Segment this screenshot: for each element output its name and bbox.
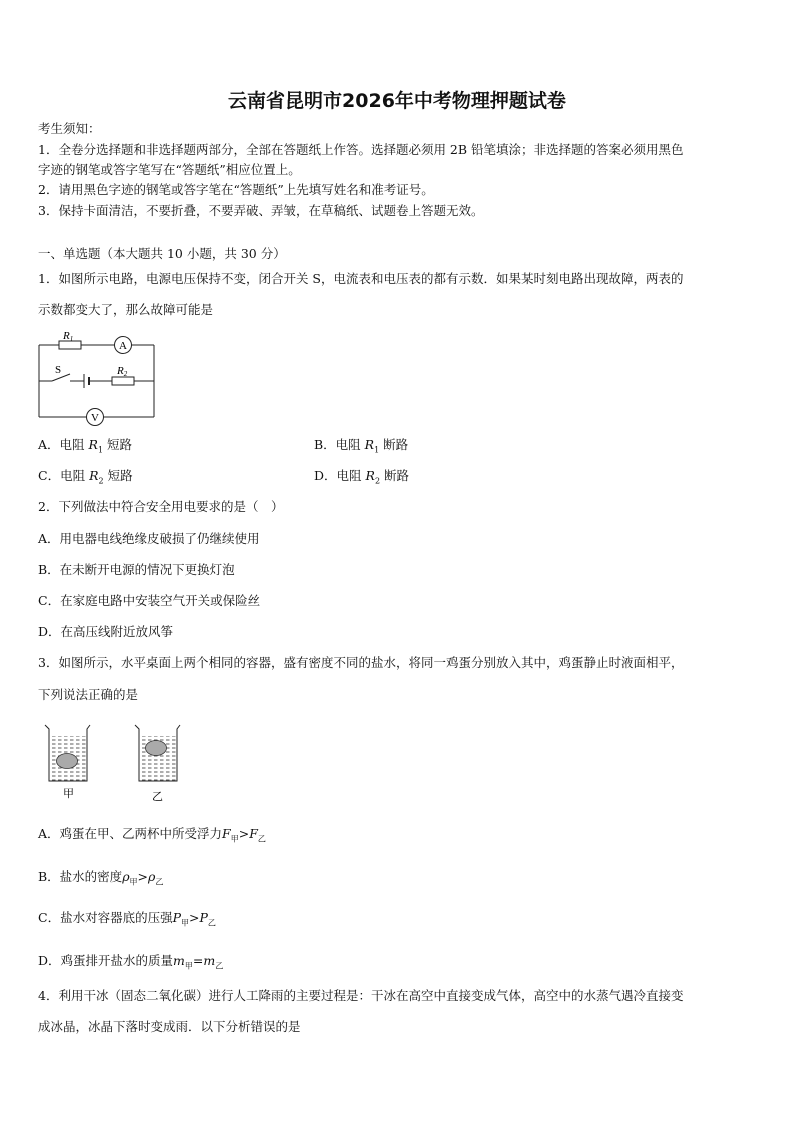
q3-option-c: C．盐水对容器底的压强$P_甲>P_乙$ (38, 910, 216, 928)
beaker-label-yi: 乙 (152, 791, 163, 803)
question-1-stem: 1．如图所示电路，电源电压保持不变，闭合开关 S，电流表和电压表的都有示数．如果某时刻电路出现故障，两表的 (38, 271, 684, 286)
notice-heading: 考生须知： (38, 121, 101, 136)
question-4-stem-cont: 成冰晶，冰晶下落时变成雨．以下分析错误的是 (38, 1019, 301, 1034)
q1-option-b: B．电阻 $R_1$ 断路 (314, 437, 409, 455)
question-3-stem-cont: 下列说法正确的是 (38, 687, 139, 702)
notice-item: 2．请用黑色字迹的钢笔或答字笔在“答题纸”上先填写姓名和准考证号。 (38, 182, 434, 197)
r1-label: R1 (63, 330, 74, 343)
q2-option-b: B．在未断开电源的情况下更换灯泡 (38, 562, 235, 577)
q1-option-c: C．电阻 $R_2$ 短路 (38, 468, 133, 486)
q2-option-a: A．用电器电线绝缘皮破损了仍继续使用 (38, 531, 260, 546)
r2-label: R2 (117, 365, 128, 378)
q3-option-d: D．鸡蛋排开盐水的质量$m_甲=m_乙$ (38, 953, 224, 971)
beaker-label-jia: 甲 (63, 788, 74, 800)
section-heading: 一、单选题（本大题共 10 小题，共 30 分） (38, 246, 286, 261)
question-4-stem: 4．利用干冰（固态二氧化碳）进行人工降雨的主要过程是：干冰在高空中直接变成气体，高空中的水蒸气遇冷直接变 (38, 988, 684, 1003)
notice-item: 字迹的钢笔或答字笔写在“答题纸”相应位置上。 (38, 162, 301, 177)
q2-option-d: D．在高压线附近放风筝 (38, 624, 174, 639)
q1-option-d: D．电阻 $R_2$ 断路 (314, 468, 410, 486)
page-title: 云南省昆明市2026年中考物理押题试卷 (228, 90, 566, 112)
question-3-stem: 3．如图所示，水平桌面上两个相同的容器，盛有密度不同的盐水，将同一鸡蛋分别放入其中，鸡蛋静止时液面相平， (38, 655, 684, 670)
question-2-stem: 2．下列做法中符合安全用电要求的是（ ） (38, 499, 284, 514)
q3-option-b: B．盐水的密度$\rho_甲>\rho_乙$ (38, 869, 164, 887)
q2-option-c: C．在家庭电路中安装空气开关或保险丝 (38, 593, 261, 608)
q1-option-a: A．电阻 $R_1$ 短路 (38, 437, 133, 455)
circuit-diagram (30, 326, 165, 426)
beaker-yi (135, 725, 180, 781)
notice-item: 1．全卷分选择题和非选择题两部分，全部在答题纸上作答。选择题必须用 2B 铅笔填涂；非选择题的答案必须用黑色 (38, 142, 684, 157)
ammeter-label: A (119, 340, 127, 352)
egg-jia (57, 754, 78, 769)
notice-item: 3．保持卡面清洁，不要折叠，不要弄破、弄皱，在草稿纸、试题卷上答题无效。 (38, 203, 484, 218)
beakers-figure (40, 722, 185, 806)
egg-yi (146, 741, 167, 756)
voltmeter-label: V (91, 412, 99, 424)
question-1-stem-cont: 示数都变大了，那么故障可能是 (38, 302, 214, 317)
beaker-jia (45, 725, 90, 781)
q3-option-a: A．鸡蛋在甲、乙两杯中所受浮力$F_甲>F_乙$ (38, 826, 266, 844)
resistor-r2 (112, 377, 134, 385)
switch-label: S (55, 364, 62, 376)
